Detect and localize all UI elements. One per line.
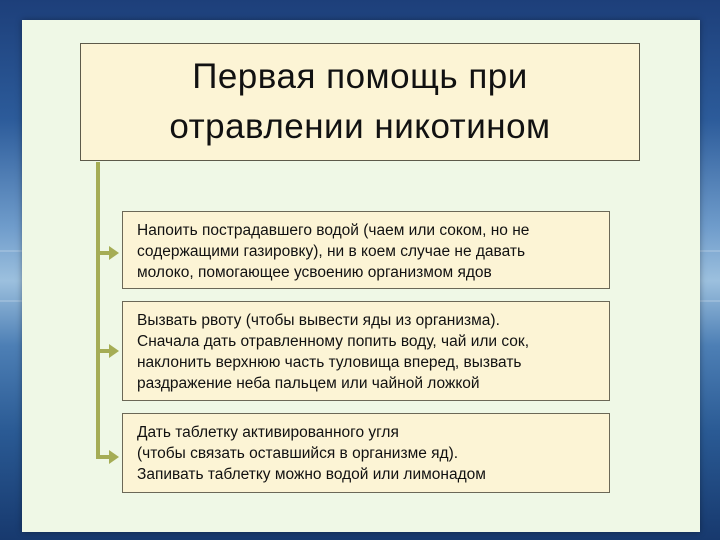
- step-2-line-2: Сначала дать отравленному попить воду, чай или сок,: [137, 333, 529, 350]
- connector-line: [96, 162, 100, 457]
- step-1-line-3: молоко, помогающее усвоению организмом ядов: [137, 264, 492, 281]
- arrow-step-3: [96, 455, 110, 459]
- arrow-step-2: [96, 349, 110, 353]
- arrow-step-1: [96, 251, 110, 255]
- step-box-3: [122, 413, 610, 493]
- step-3-line-1: Дать таблетку активированного угля: [137, 424, 399, 441]
- step-3-line-3: Запивать таблетку можно водой или лимонадом: [137, 466, 486, 483]
- step-1-line-1: Напоить пострадавшего водой (чаем или соком, но не: [137, 222, 530, 239]
- step-box-2: [122, 301, 610, 401]
- title-box: [80, 43, 640, 161]
- step-2-line-3: наклонить верхнюю часть туловища вперед, вызвать: [137, 354, 522, 371]
- step-box-1: [122, 211, 610, 289]
- slide-title: Первая помощь при отравлении никотином: [169, 57, 551, 146]
- step-2-line-4: раздражение неба пальцем или чайной ложкой: [137, 375, 480, 392]
- step-1-line-2: содержащими газировку), ни в коем случае не давать: [137, 243, 526, 260]
- step-3-line-2: (чтобы связать оставшийся в организме яд).: [137, 445, 459, 462]
- step-2-line-1: Вызвать рвоту (чтобы вывести яды из организма).: [137, 312, 500, 329]
